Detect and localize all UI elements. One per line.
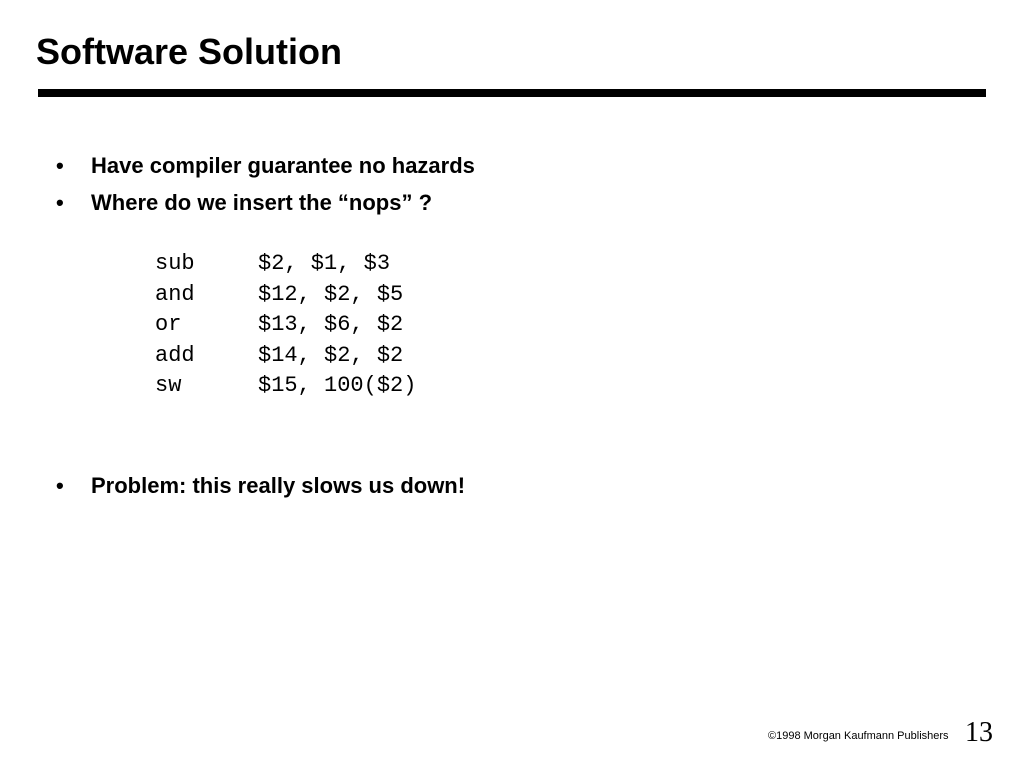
bullet-text: Have compiler guarantee no hazards — [91, 153, 475, 178]
code-operands: $2, $1, $3 — [258, 251, 391, 276]
code-line-or — [155, 310, 404, 341]
code-opcode: or — [155, 312, 182, 337]
bullet-text: Where do we insert the “nops” ? — [91, 190, 433, 215]
code-operands: $13, $6, $2 — [258, 312, 404, 337]
code-operands: $14, $2, $2 — [258, 342, 404, 368]
code-opcode: sw — [155, 373, 182, 398]
code-line-sw — [155, 371, 417, 402]
code-operands: $12, $2, $5 — [258, 281, 404, 307]
title-divider — [38, 89, 986, 97]
code-operands: $15, 100($2) — [258, 373, 417, 398]
code-opcode: and — [155, 281, 195, 307]
code-opcode: sub — [155, 251, 195, 276]
code-opcode: add — [155, 342, 195, 368]
bullet-marker: • — [56, 190, 64, 215]
code-line-add — [155, 341, 404, 372]
page-number: 13 — [965, 717, 993, 748]
code-line-sub — [155, 249, 391, 280]
bullet-marker: • — [56, 153, 64, 178]
bullet-text: Problem: this really slows us down! — [91, 473, 466, 498]
copyright-notice: ©1998 Morgan Kaufmann Publishers — [768, 730, 949, 742]
bullet-marker: • — [56, 473, 64, 498]
slide-title: Software Solution — [36, 31, 342, 72]
code-listing — [155, 249, 417, 402]
code-line-and — [155, 280, 404, 311]
